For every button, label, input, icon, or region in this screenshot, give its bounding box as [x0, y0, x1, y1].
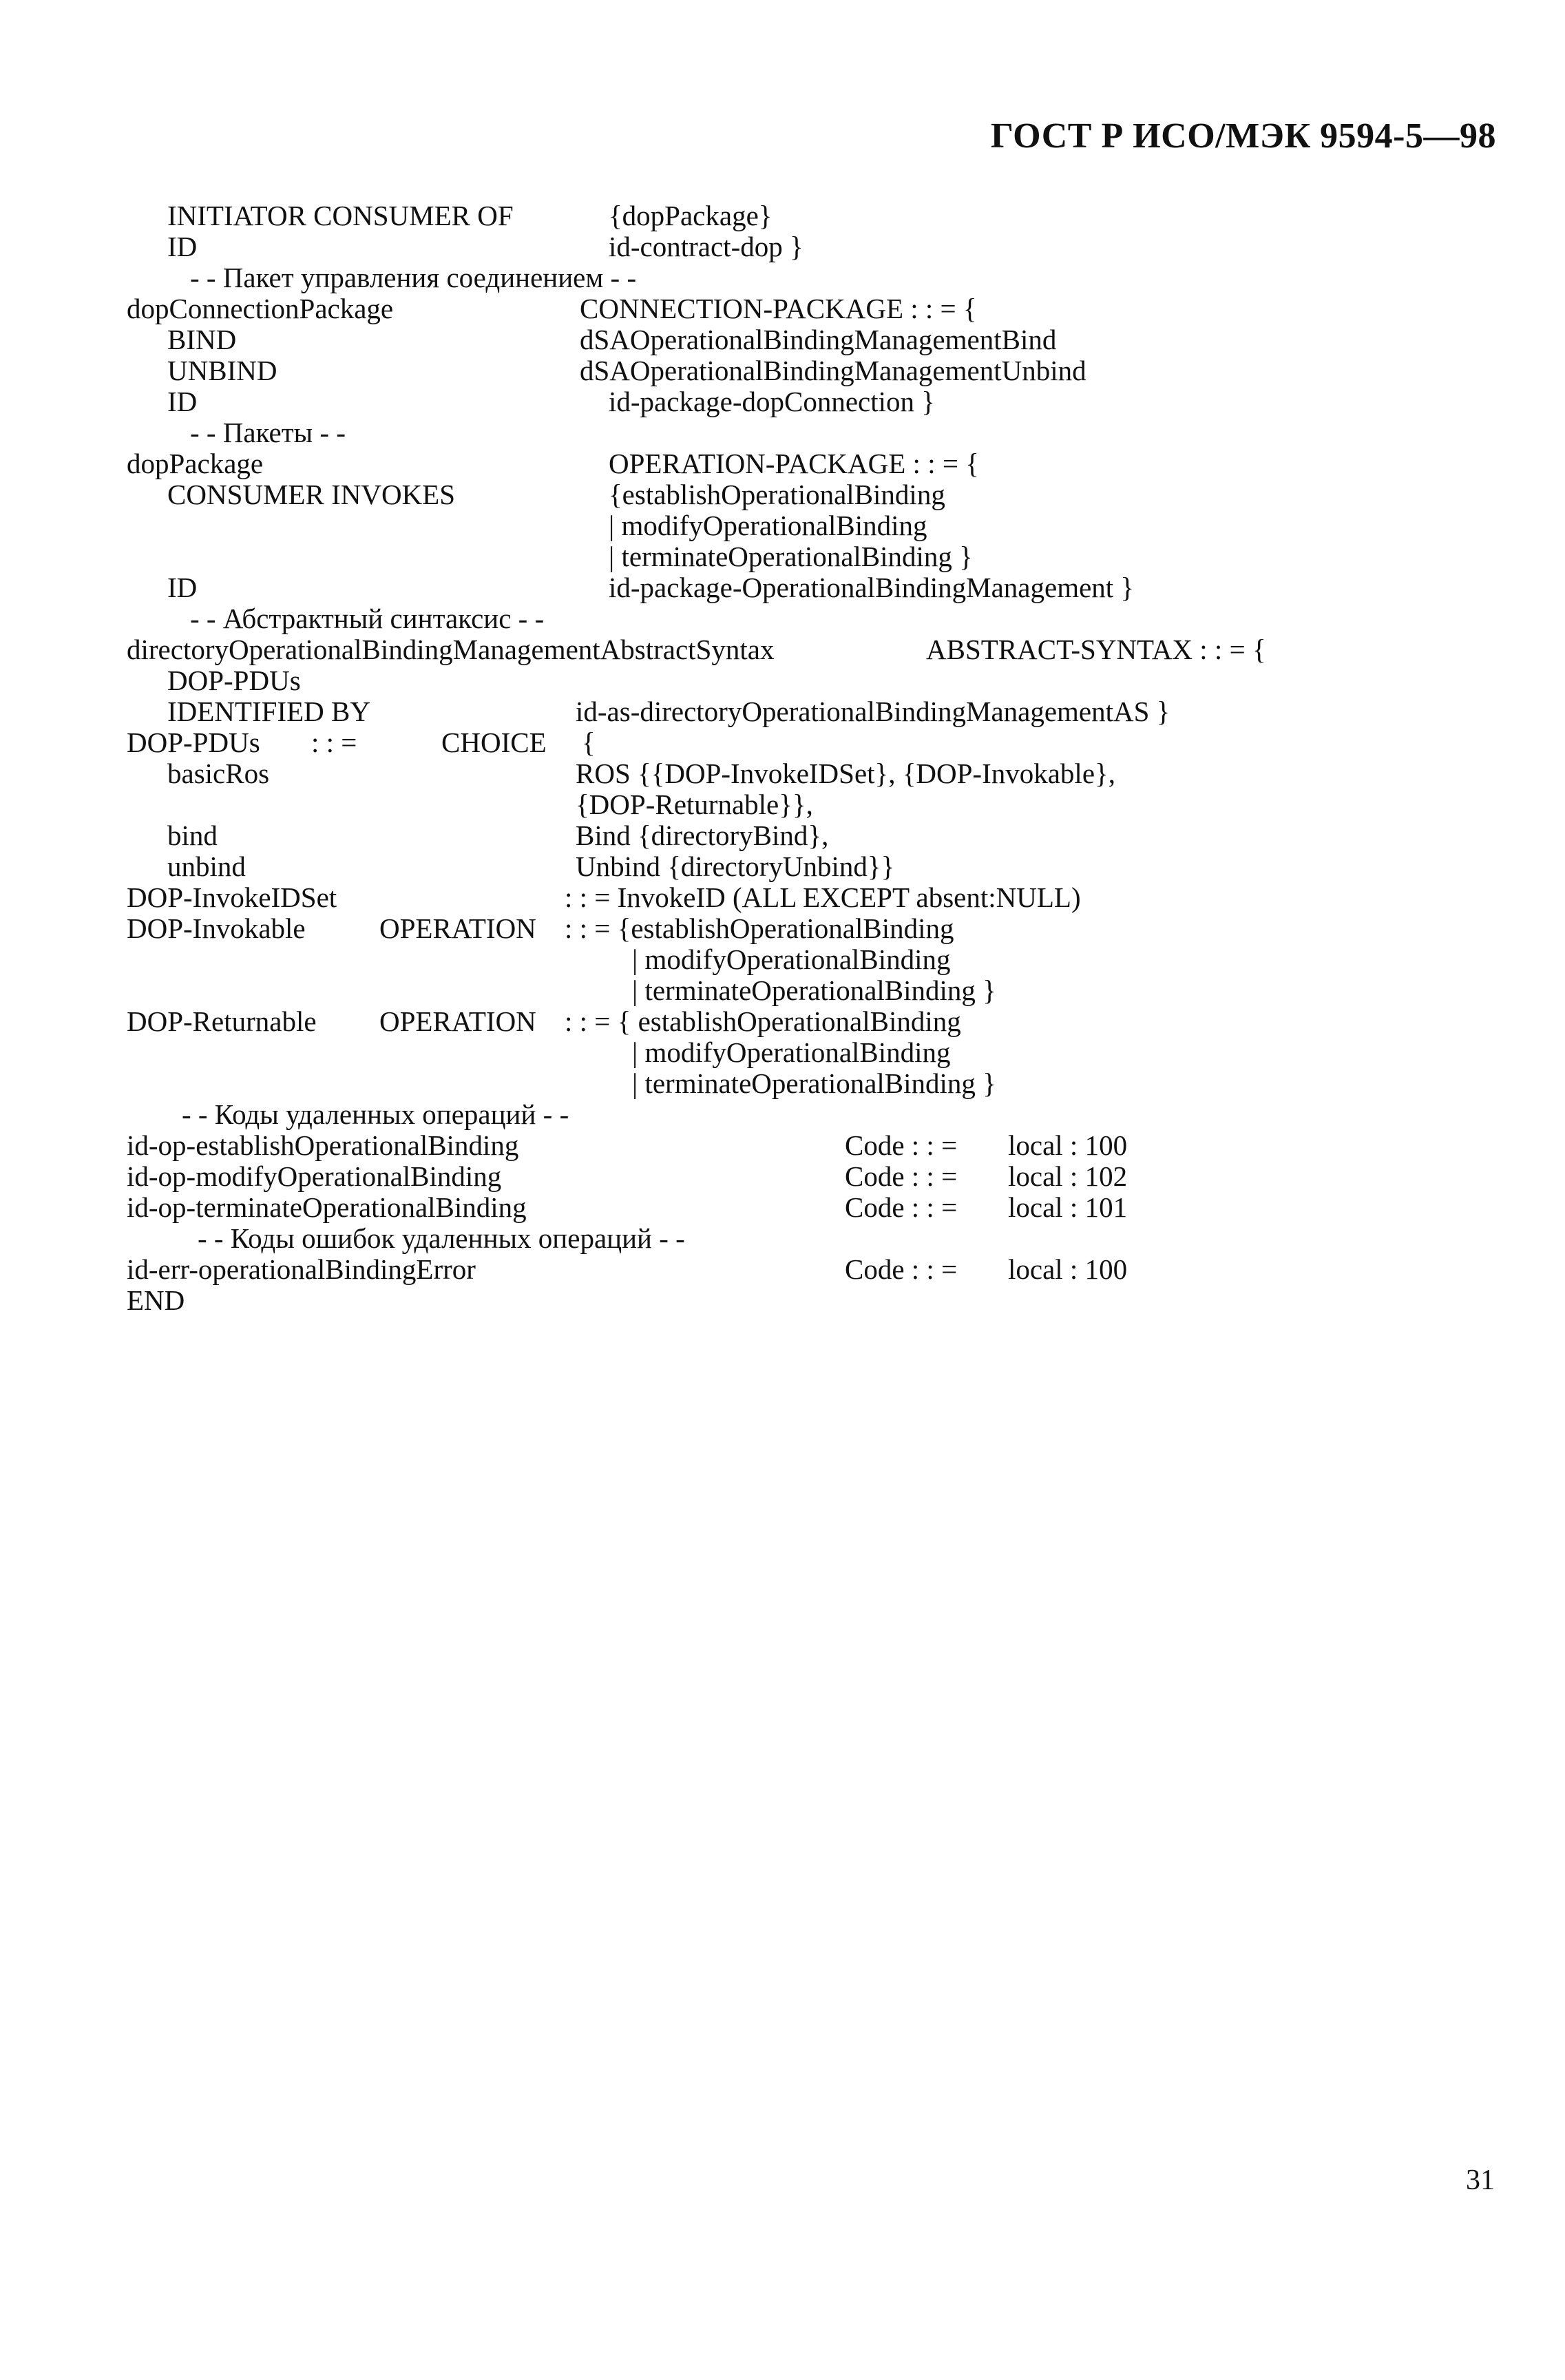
code-text: basicRos: [167, 758, 270, 789]
code-text: Code : : =: [845, 1129, 958, 1161]
code-text: CHOICE: [441, 727, 547, 758]
code-text: ABSTRACT-SYNTAX : : = {: [926, 634, 1266, 665]
code-text: dopConnectionPackage: [127, 293, 394, 324]
code-text: local : 101: [1008, 1191, 1128, 1223]
code-text: directoryOperationalBindingManagementAbstractSyntax: [127, 634, 775, 665]
code-text: {establishOperationalBinding: [609, 479, 945, 510]
code-text: id-op-terminateOperationalBinding: [127, 1191, 527, 1223]
code-text: OPERATION: [379, 912, 536, 944]
code-comment: - - Коды ошибок удаленных операций - -: [198, 1222, 685, 1254]
code-text: : : = InvokeID (ALL EXCEPT absent:NULL): [565, 881, 1081, 913]
code-comment: - - Пакеты - -: [190, 417, 346, 448]
code-comment: - - Коды удаленных операций - -: [182, 1098, 569, 1130]
code-text: | modifyOperationalBinding: [632, 943, 951, 975]
code-text: | terminateOperationalBinding }: [632, 1067, 996, 1099]
code-text: id-package-dopConnection }: [609, 386, 935, 417]
code-text: ROS {{DOP-InvokeIDSet}, {DOP-Invokable},: [576, 758, 1115, 789]
code-text: ID: [167, 386, 198, 417]
code-text: DOP-InvokeIDSet: [127, 881, 337, 913]
code-text: IDENTIFIED BY: [167, 696, 370, 727]
code-text: bind: [167, 820, 218, 851]
code-text: local : 100: [1008, 1129, 1128, 1161]
code-text: | modifyOperationalBinding: [632, 1036, 951, 1068]
code-text: OPERATION-PACKAGE : : = {: [609, 448, 979, 479]
code-text: id-op-modifyOperationalBinding: [127, 1160, 502, 1192]
code-text: ID: [167, 231, 198, 262]
code-text: id-package-OperationalBindingManagement }: [609, 572, 1135, 603]
code-text: {DOP-Returnable}},: [576, 789, 813, 820]
code-text: id-as-directoryOperationalBindingManagementAS }: [576, 696, 1170, 727]
code-text: id-contract-dop }: [609, 231, 803, 262]
code-text: unbind: [167, 850, 246, 882]
code-text: : : =: [311, 727, 357, 758]
code-text: DOP-Invokable: [127, 912, 306, 944]
code-text: CONNECTION-PACKAGE : : = {: [580, 293, 977, 324]
code-comment: - - Пакет управления соединением - -: [190, 262, 637, 293]
code-text: OPERATION: [379, 1005, 536, 1037]
code-text: ID: [167, 572, 198, 603]
code-text: local : 102: [1008, 1160, 1128, 1192]
page-header-title: ГОСТ Р ИСО/МЭК 9594-5—98: [990, 116, 1496, 156]
code-text: id-err-operationalBindingError: [127, 1253, 476, 1285]
page-number: 31: [1466, 2164, 1495, 2196]
code-text: id-op-establishOperationalBinding: [127, 1129, 519, 1161]
code-text: Bind {directoryBind},: [576, 820, 829, 851]
code-text: | terminateOperationalBinding }: [609, 541, 973, 572]
code-text: Code : : =: [845, 1253, 958, 1285]
code-text: Code : : =: [845, 1160, 958, 1192]
code-text: | modifyOperationalBinding: [609, 510, 927, 541]
code-text: CONSUMER INVOKES: [167, 479, 456, 510]
code-text: {: [582, 727, 596, 758]
code-text: : : = { establishOperationalBinding: [565, 1005, 961, 1037]
code-text: DOP-PDUs: [167, 665, 301, 696]
code-text: END: [127, 1284, 185, 1316]
code-text: DOP-Returnable: [127, 1005, 317, 1037]
code-text: Code : : =: [845, 1191, 958, 1223]
code-text: Unbind {directoryUnbind}}: [576, 850, 895, 882]
code-text: dSAOperationalBindingManagementUnbind: [580, 355, 1086, 386]
code-text: UNBIND: [167, 355, 277, 386]
code-text: dSAOperationalBindingManagementBind: [580, 324, 1057, 355]
code-text: dopPackage: [127, 448, 264, 479]
code-text: : : = {establishOperationalBinding: [565, 912, 954, 944]
code-text: {dopPackage}: [609, 200, 773, 231]
code-text: local : 100: [1008, 1253, 1128, 1285]
code-comment: - - Абстрактный синтаксис - -: [190, 603, 545, 634]
code-text: DOP-PDUs: [127, 727, 260, 758]
code-text: INITIATOR CONSUMER OF: [167, 200, 514, 231]
code-text: | terminateOperationalBinding }: [632, 974, 996, 1006]
code-text: BIND: [167, 324, 237, 355]
